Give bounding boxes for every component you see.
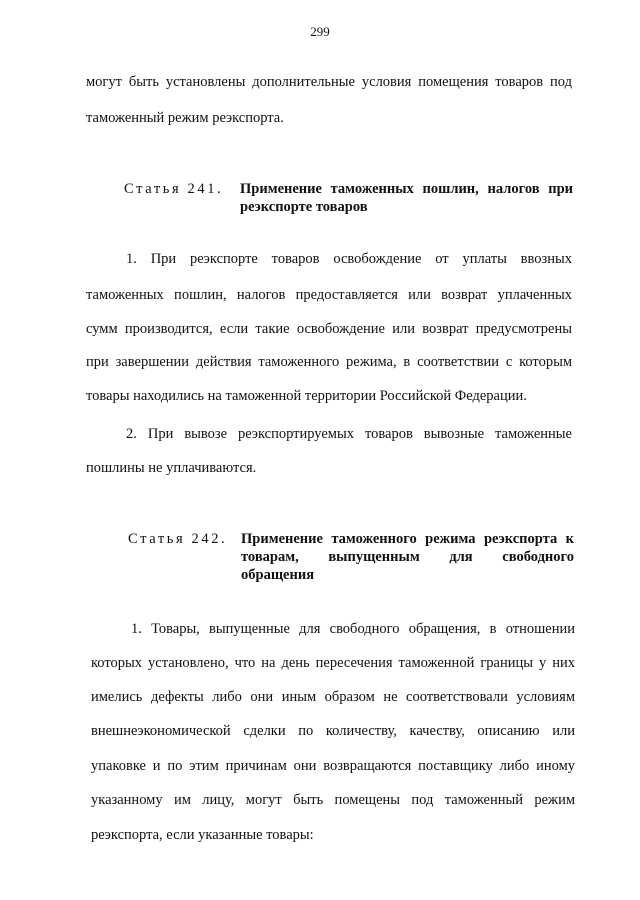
article-242-p1-line-6: указанному им лицу, могут быть помещены под таможенный режим (91, 792, 575, 808)
article-241-title-line-2: реэкспорте товаров (240, 199, 368, 215)
article-242-p1-line-4: внешнеэкономической сделки по количеству, качеству, описанию или (91, 723, 575, 739)
intro-line-1: могут быть установлены дополнительные условия помещения товаров под (86, 74, 572, 90)
article-242-p1-line-5: упаковке и по этим причинам они возвращаются поставщику либо иному (91, 758, 575, 774)
page-number: 299 (310, 24, 330, 39)
intro-line-2: таможенный режим реэкспорта. (86, 110, 284, 126)
article-241-p1-line-4: при завершении действия таможенного режима, в соответствии с которым (86, 354, 572, 370)
article-242-title-line-2: товарам, выпущенным для свободного (241, 549, 574, 565)
article-241-p2-line-1: 2. При вывозе реэкспортируемых товаров вывозные таможенные (126, 426, 572, 442)
article-241-title-line-1: Применение таможенных пошлин, налогов при (240, 181, 573, 197)
article-242-p1-line-1: 1. Товары, выпущенные для свободного обращения, в отношении (131, 621, 575, 637)
article-242-title-line-3: обращения (241, 567, 315, 583)
article-242-p1-line-3: имелись дефекты либо они иным образом не соответствовали условиям (91, 689, 575, 705)
article-242-title-line-1: Применение таможенного режима реэкспорта к (241, 531, 574, 547)
article-241-p1-line-3: сумм производится, если такие освобождение или возврат предусмотрены (86, 321, 572, 337)
article-242-label: Статья 242. (128, 531, 228, 547)
article-241-p1-line-5: товары находились на таможенной территории Российской Федерации. (86, 388, 527, 404)
article-242-p1-line-2: которых установлено, что на день пересечения таможенной границы у них (91, 655, 575, 671)
article-241-p1-line-2: таможенных пошлин, налогов предоставляется или возврат уплаченных (86, 287, 572, 303)
article-241-p2-line-2: пошлины не уплачиваются. (86, 460, 257, 476)
article-241-label: Статья 241. (124, 181, 224, 197)
article-242-p1-line-7: реэкспорта, если указанные товары: (91, 827, 314, 843)
article-241-p1-line-1: 1. При реэкспорте товаров освобождение от уплаты ввозных (126, 251, 572, 267)
